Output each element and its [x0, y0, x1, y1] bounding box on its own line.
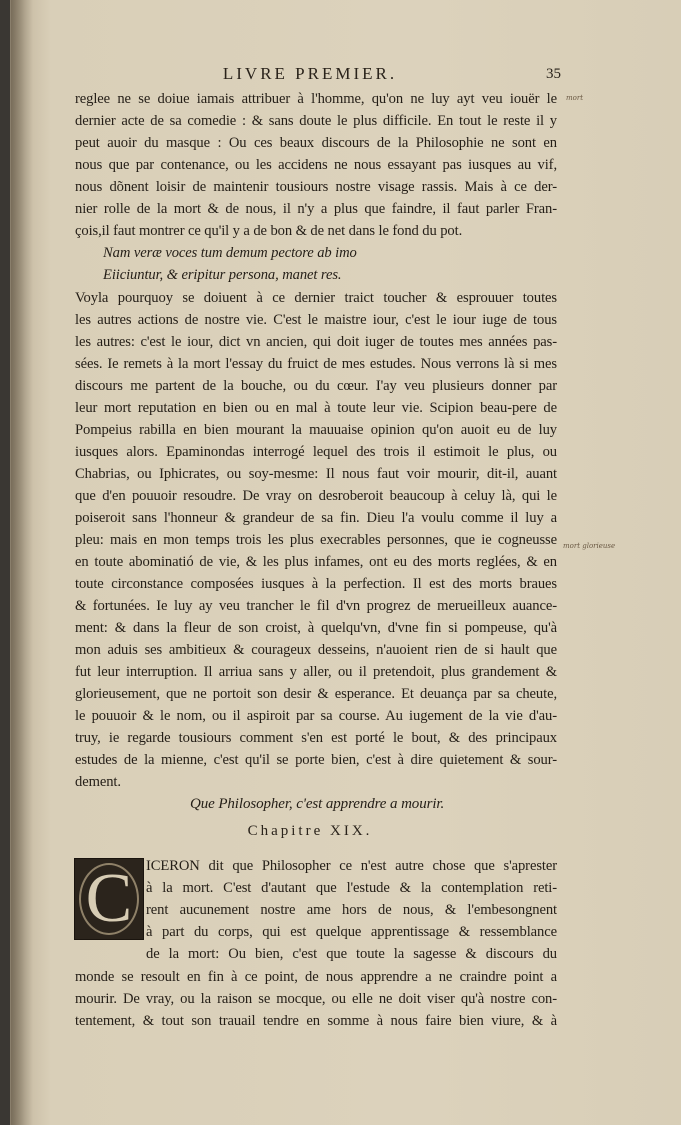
- text-line: Pompeius rabilla en bien mourant la mauuaise opinion qu'on auoit eu de luy: [75, 422, 557, 438]
- running-head: LIVRE PREMIER.: [222, 64, 398, 83]
- text-line: pleu: mais en mon temps trois les plus execrables personnes, que ie cogneusse: [75, 532, 557, 548]
- text-line: truy, ie regarde tousiours comment s'en est porté le bout, & des principaux: [75, 730, 557, 746]
- text-line: que d'en pouuoir resoudre. De vray on desroberoit beaucoup à celuy là, qui le: [75, 488, 557, 504]
- text-line: iusques alors. Epaminondas interrogé lequel des trois il estimoit le plus, ou: [75, 444, 557, 460]
- text-line: en toute abominatió de vie, & les plus infames, ont eu des morts reglées, & en: [75, 554, 557, 570]
- drop-cap-letter: C: [85, 860, 133, 937]
- latin-verse-line: Eiiciuntur, & eripitur persona, manet res.: [103, 267, 342, 283]
- text-line: à la mort. C'est d'autant que l'estude & la contemplation reti-: [146, 880, 557, 896]
- text-line: glorieusement, que ne portoit son desir & esperance. Et deuança par sa cheute,: [75, 686, 557, 702]
- text-line: reglee ne se doiue iamais attribuer à l'homme, qu'on ne luy ayt veu iouër le: [75, 91, 557, 107]
- text-line: nier rolle de la mort & de nous, il n'y a plus que faindre, il faut parler Fran-: [75, 201, 557, 217]
- text-line: poiseroit sans l'honneur & grandeur de sa fin. Dieu l'a voulu comme il luy a: [75, 510, 557, 526]
- text-line: les autres actions de nostre vie. C'est le maistre iour, c'est le iour iuge de tous: [75, 312, 557, 328]
- page-gutter-shadow: [11, 0, 33, 1125]
- drop-cap-initial: [74, 858, 144, 940]
- text-line: de la mort: Ou bien, c'est que toute la sagesse & discours du: [146, 946, 557, 962]
- text-line: discours me partent de la bouche, ou du cœur. I'ay veu plusieurs donner par: [75, 378, 557, 394]
- text-line: à part du corps, qui est quelque apprentissage & ressemblance: [146, 924, 557, 940]
- text-line: monde se resoult en fin à ce point, de nous apprendre a ne craindre point a: [75, 969, 557, 985]
- chapter-heading: Chapitre XIX.: [247, 823, 373, 839]
- text-line: Chabrias, ou Iphicrates, ou soy-mesme: Il nous faut voir mourir, dit-il, auant: [75, 466, 557, 482]
- text-line: mon aduis ses ambitieux & courageux desseins, n'auoient rien de si hault que: [75, 642, 557, 658]
- text-line: çois,il faut montrer ce qu'il y a de bon & de net dans le fond du pot.: [75, 223, 463, 239]
- text-line: rent aucunement nostre ame hors de nous, & l'embesongnent: [146, 902, 557, 918]
- section-title: Que Philosopher, c'est apprendre a mourir.: [190, 796, 445, 812]
- text-line: dernier acte de sa comedie : & sans doute le plus difficile. En tout le reste il y: [75, 113, 557, 129]
- text-line: Voyla pourquoy se doiuent à ce dernier traict toucher & esprouuer toutes: [75, 290, 557, 306]
- text-line: nous que par contenance, ou les accidens ne nous essayant pas iusques au vif,: [75, 157, 557, 173]
- text-line: mourir. De vray, ou la raison se mocque, ou elle ne doit viser qu'à nostre con-: [75, 991, 557, 1007]
- text-line: & fortunées. Ie luy ay veu trancher le fil d'vn progrez de merueilleux auance-: [75, 598, 557, 614]
- text-line: ment: & dans la fleur de son croist, à quelqu'vn, d'vne fin si pompeuse, qu'à: [75, 620, 557, 636]
- text-line: leur mort reputation en bien ou en mal à toute leur vie. Scipion beau-pere de: [75, 400, 557, 416]
- text-line: peut auoir du masque : Ou ces beaux discours de la Philosophie ne sont en: [75, 135, 557, 151]
- text-line: sées. Ie remets à la mort l'essay du fruict de mes estudes. Nous verrons là si mes: [75, 356, 557, 372]
- margin-note-1: mort: [566, 94, 584, 102]
- text-line: dement.: [75, 774, 121, 790]
- text-line: les autres: c'est le iour, dict vn ancien, qui doit iuger de toutes mes années pas-: [75, 334, 557, 350]
- text-line: toute circonstance composées iusques à la perfection. Il est des morts braues: [75, 576, 557, 592]
- text-line: estudes de la mienne, c'est qu'il se porte bien, c'est à dire quietement & sour-: [75, 752, 557, 768]
- text-line: nous dõnent loisir de maintenir tousiours nostre visage rassis. Mais à ce der-: [75, 179, 557, 195]
- text-line: tentement, & tout son trauail tendre en somme à nous faire bien viure, & à: [75, 1013, 557, 1029]
- text-line: le pouuoir & le nom, ou il aspiroit par sa course. Au iugement de la vie d'au-: [75, 708, 557, 724]
- text-line: fut leur interruption. Il arriua sans y aller, ou il pretendoit, plus grandement &: [75, 664, 557, 680]
- page-number: 35: [546, 66, 561, 82]
- margin-note-2: mort glorieuse: [563, 542, 616, 550]
- text-line: ICERON dit que Philosopher ce n'est autre chose que s'aprester: [146, 858, 557, 874]
- latin-verse-line: Nam veræ voces tum demum pectore ab imo: [103, 245, 357, 261]
